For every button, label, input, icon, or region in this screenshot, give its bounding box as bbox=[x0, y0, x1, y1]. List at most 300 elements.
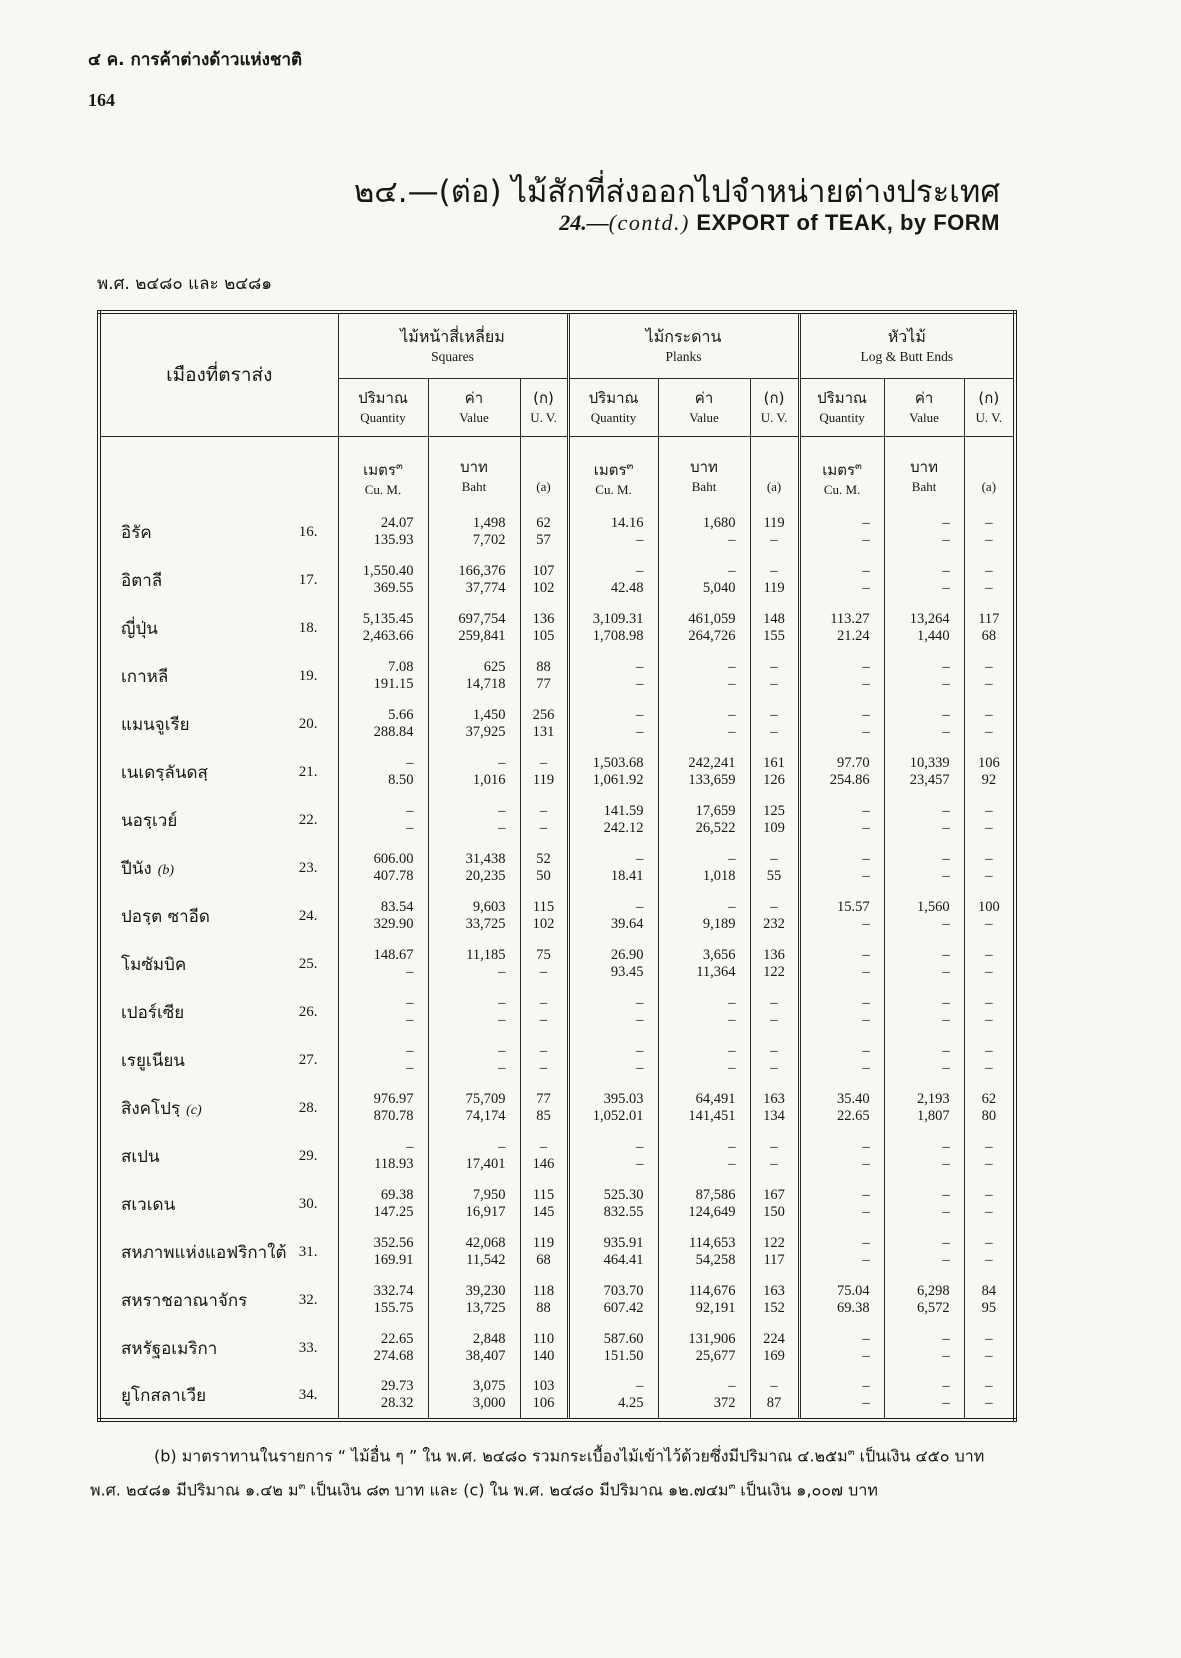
value-1938: – bbox=[942, 1060, 950, 1076]
value-1937: 114,653 bbox=[688, 1235, 736, 1251]
value-1937: – bbox=[636, 995, 644, 1011]
country-label bbox=[121, 807, 177, 834]
value-1938: 464.41 bbox=[603, 1252, 644, 1268]
subheader-unit-value-english: U. V. bbox=[975, 409, 1003, 425]
table-row bbox=[99, 1180, 1015, 1228]
unit-unit-value-english: (a) bbox=[981, 478, 997, 494]
table-row bbox=[99, 508, 1015, 556]
row-label-cell bbox=[99, 1036, 338, 1084]
unit-value-english: Baht bbox=[911, 478, 937, 494]
cell-squares-value bbox=[428, 1372, 520, 1420]
value-1937: – bbox=[770, 851, 778, 867]
value-1938: – bbox=[862, 1156, 870, 1172]
cell-squares-value bbox=[428, 940, 520, 988]
country-name: โมซัมบิค bbox=[121, 954, 187, 975]
value-1937: – bbox=[985, 1331, 993, 1347]
value-1938: 85 bbox=[536, 1108, 551, 1124]
value-1938: 242.12 bbox=[603, 820, 644, 836]
table-title-thai: ๒๔.—(ต่อ) ไม้สักที่ส่งออกไปจำหน่ายต่างประเทศ bbox=[353, 174, 1000, 210]
row-label bbox=[121, 615, 318, 642]
value-1937: – bbox=[728, 1378, 736, 1394]
value-1938: – bbox=[406, 964, 414, 980]
value-1937: 75 bbox=[536, 947, 551, 963]
value-1938: – bbox=[862, 1252, 870, 1268]
value-1938: 87 bbox=[766, 1395, 782, 1411]
value-1937: 84 bbox=[981, 1283, 997, 1299]
cell-planks-value bbox=[658, 1276, 750, 1324]
cell-log-butt-ends-value bbox=[884, 1036, 964, 1084]
value-1937: 461,059 bbox=[688, 611, 736, 627]
row-label bbox=[121, 1335, 318, 1362]
value-1938: 155.75 bbox=[373, 1300, 414, 1316]
row-label-cell bbox=[99, 988, 338, 1036]
row-label-cell bbox=[99, 1324, 338, 1372]
table-row bbox=[99, 988, 1015, 1036]
cell-log-butt-ends-value bbox=[884, 1180, 964, 1228]
value-1937: 2,193 bbox=[916, 1091, 950, 1107]
value-1937: 113.27 bbox=[830, 611, 870, 627]
value-1937: 26.90 bbox=[610, 947, 644, 963]
section-heading: ๔ ค. การค้าต่างด้าวแห่งชาติ bbox=[88, 50, 303, 70]
value-1938: 145 bbox=[532, 1204, 555, 1220]
country-name: ยูโกสลาเวีย bbox=[121, 1385, 207, 1406]
value-1937: – bbox=[862, 851, 870, 867]
group-log-english: Log & Butt Ends bbox=[860, 348, 954, 364]
value-1937: – bbox=[985, 659, 993, 675]
row-label-cell bbox=[99, 1276, 338, 1324]
cell-planks-value bbox=[658, 1036, 750, 1084]
cell-squares-quantity bbox=[338, 604, 428, 652]
value-1938: 93.45 bbox=[610, 964, 644, 980]
cell-squares-quantity bbox=[338, 1228, 428, 1276]
value-1937: – bbox=[985, 803, 993, 819]
value-1938: 80 bbox=[981, 1108, 997, 1124]
value-1937: 87,586 bbox=[695, 1187, 736, 1203]
value-1937: 9,603 bbox=[472, 899, 506, 915]
value-1938: – bbox=[862, 916, 870, 932]
subheader-value-english: Value bbox=[909, 409, 939, 425]
cell-log-butt-ends-value bbox=[884, 508, 964, 556]
cell-log-butt-ends-unit-value bbox=[964, 1036, 1015, 1084]
subheader-quantity-thai: ปริมาณ bbox=[588, 388, 639, 407]
value-1938: 118.93 bbox=[374, 1156, 414, 1172]
unit-quantity-thai bbox=[339, 457, 428, 480]
footnote-superscript: ๓ bbox=[847, 1447, 855, 1458]
value-1937: – bbox=[985, 1235, 993, 1251]
value-1937: – bbox=[636, 659, 644, 675]
cell-planks-value bbox=[658, 940, 750, 988]
value-1938: 21.24 bbox=[836, 628, 870, 644]
value-1938: 152 bbox=[763, 1300, 785, 1316]
value-1938: 329.90 bbox=[373, 916, 414, 932]
cell-squares-unit-value bbox=[520, 652, 568, 700]
value-1937: 24.07 bbox=[380, 515, 414, 531]
row-label-cell bbox=[99, 892, 338, 940]
value-1937: 256 bbox=[532, 707, 555, 723]
cell-log-butt-ends-unit-value bbox=[964, 844, 1015, 892]
cell-log-butt-ends-value bbox=[884, 1324, 964, 1372]
unit-value-english: Baht bbox=[461, 478, 487, 494]
value-1937: 115 bbox=[532, 1187, 555, 1203]
row-label bbox=[121, 903, 318, 930]
value-1937: – bbox=[942, 1043, 950, 1059]
value-1938: – bbox=[770, 1060, 778, 1076]
subheader-value-thai: ค่า bbox=[914, 388, 934, 407]
table-row bbox=[99, 1084, 1015, 1132]
unit-quantity-thai-text: เมตร bbox=[593, 460, 627, 479]
cell-squares-unit-value bbox=[520, 1324, 568, 1372]
cell-squares-quantity bbox=[338, 1372, 428, 1420]
value-1938: 22.65 bbox=[836, 1108, 870, 1124]
value-1938: 37,925 bbox=[465, 724, 506, 740]
unit-quantity-superscript: ๓ bbox=[395, 460, 403, 472]
group-planks-english: Planks bbox=[665, 348, 702, 364]
value-1938: 3,000 bbox=[472, 1395, 506, 1411]
value-1937: 352.56 bbox=[373, 1235, 414, 1251]
value-1938: – bbox=[862, 1060, 870, 1076]
cell-planks-quantity bbox=[568, 1276, 658, 1324]
unit-quantity-thai-text: เมตร bbox=[822, 460, 856, 479]
subheader-planks-value bbox=[658, 378, 750, 436]
value-1937: – bbox=[985, 1043, 993, 1059]
value-1937: 332.74 bbox=[373, 1283, 414, 1299]
country-label bbox=[121, 519, 152, 546]
cell-squares-unit-value bbox=[520, 796, 568, 844]
value-1937: 39,230 bbox=[465, 1283, 506, 1299]
value-1937: – bbox=[985, 851, 993, 867]
row-header-label: เมืองที่ตราส่ง bbox=[166, 363, 273, 386]
cell-log-butt-ends-quantity bbox=[799, 988, 884, 1036]
value-1937: 1,550.40 bbox=[362, 563, 414, 579]
cell-planks-unit-value bbox=[750, 1372, 799, 1420]
row-label bbox=[121, 951, 318, 978]
value-1938: 169.91 bbox=[373, 1252, 414, 1268]
cell-planks-unit-value bbox=[750, 556, 799, 604]
value-1937: – bbox=[636, 851, 644, 867]
cell-planks-quantity bbox=[568, 748, 658, 796]
country-name: เนเดรฺลันดสฺ bbox=[121, 762, 208, 783]
subheader-unit-value-english: U. V. bbox=[530, 409, 557, 425]
country-name: ปอรฺต ซาอีด bbox=[121, 906, 210, 927]
value-1938: 68 bbox=[981, 628, 997, 644]
cell-planks-unit-value bbox=[750, 652, 799, 700]
value-1937: – bbox=[498, 1043, 506, 1059]
unit-unit-value-english: (a) bbox=[766, 478, 782, 494]
country-name: สเวเดน bbox=[121, 1194, 176, 1215]
cell-squares-value bbox=[428, 796, 520, 844]
row-label bbox=[121, 855, 318, 882]
cell-squares-value bbox=[428, 700, 520, 748]
value-1938: – bbox=[985, 964, 993, 980]
value-1937: 5,135.45 bbox=[362, 611, 414, 627]
value-1938: 1,052.01 bbox=[592, 1108, 644, 1124]
value-1937: – bbox=[636, 563, 644, 579]
cell-planks-quantity bbox=[568, 1324, 658, 1372]
cell-planks-value bbox=[658, 508, 750, 556]
cell-log-butt-ends-value bbox=[884, 652, 964, 700]
value-1938: 102 bbox=[532, 916, 555, 932]
value-1937: – bbox=[985, 1378, 993, 1394]
value-1937: – bbox=[770, 995, 778, 1011]
value-1937: 77 bbox=[536, 1091, 551, 1107]
value-1937: 163 bbox=[763, 1091, 785, 1107]
cell-log-butt-ends-quantity bbox=[799, 508, 884, 556]
value-1937: 3,109.31 bbox=[592, 611, 644, 627]
cell-planks-unit-value bbox=[750, 1228, 799, 1276]
cell-squares-unit-value bbox=[520, 1084, 568, 1132]
cell-log-butt-ends-value bbox=[884, 1084, 964, 1132]
cell-log-butt-ends-quantity bbox=[799, 652, 884, 700]
value-1938: – bbox=[985, 1060, 993, 1076]
cell-log-butt-ends-quantity bbox=[799, 796, 884, 844]
cell-squares-quantity bbox=[338, 988, 428, 1036]
value-1938: – bbox=[942, 580, 950, 596]
country-name: อิรัค bbox=[121, 522, 152, 543]
cell-log-butt-ends-value bbox=[884, 604, 964, 652]
cell-log-butt-ends-quantity bbox=[799, 1276, 884, 1324]
row-label bbox=[121, 1382, 318, 1409]
value-1937: 17,659 bbox=[695, 803, 736, 819]
value-1937: – bbox=[498, 803, 506, 819]
value-1937: – bbox=[636, 1043, 644, 1059]
cell-planks-unit-value bbox=[750, 940, 799, 988]
cell-log-butt-ends-quantity bbox=[799, 1324, 884, 1372]
value-1937: 703.70 bbox=[603, 1283, 644, 1299]
value-1937: 1,680 bbox=[702, 515, 736, 531]
value-1937: 69.38 bbox=[380, 1187, 414, 1203]
row-label-cell bbox=[99, 1084, 338, 1132]
value-1937: 114,676 bbox=[688, 1283, 736, 1299]
cell-log-butt-ends-unit-value bbox=[964, 508, 1015, 556]
cell-squares-value bbox=[428, 1324, 520, 1372]
value-1938: 77 bbox=[536, 676, 551, 692]
row-number: 33. bbox=[298, 1339, 318, 1356]
row-label bbox=[121, 1239, 318, 1266]
value-1938: 16,917 bbox=[465, 1204, 506, 1220]
row-label bbox=[121, 711, 318, 738]
value-1937: – bbox=[942, 803, 950, 819]
value-1938: 28.32 bbox=[380, 1395, 414, 1411]
value-1938: – bbox=[770, 676, 778, 692]
table-row bbox=[99, 1228, 1015, 1276]
value-1938: – bbox=[862, 580, 870, 596]
footnote-text: พ.ศ. ๒๔๘๑ มีปริมาณ ๑.๔๒ ม bbox=[90, 1480, 299, 1500]
subheader-quantity-english: Quantity bbox=[590, 409, 637, 425]
teak-export-table bbox=[97, 310, 1017, 1422]
continued-label: (contd.) bbox=[608, 210, 690, 235]
cell-planks-value bbox=[658, 1324, 750, 1372]
value-1937: 625 bbox=[483, 659, 506, 675]
country-label bbox=[121, 855, 174, 882]
group-planks bbox=[568, 312, 799, 378]
value-1938: 259,841 bbox=[458, 628, 506, 644]
value-1938: – bbox=[942, 1395, 950, 1411]
value-1938: – bbox=[770, 532, 778, 548]
value-1938: 1,018 bbox=[702, 868, 736, 884]
value-1937: 29.73 bbox=[380, 1378, 414, 1394]
value-1937: – bbox=[942, 707, 950, 723]
value-1937: – bbox=[498, 755, 506, 771]
value-1938: – bbox=[406, 1060, 414, 1076]
value-1938: – bbox=[942, 1012, 950, 1028]
row-number: 24. bbox=[298, 907, 318, 924]
cell-squares-value bbox=[428, 1084, 520, 1132]
value-1937: – bbox=[985, 707, 993, 723]
cell-squares-quantity bbox=[338, 1276, 428, 1324]
unit-quantity-superscript: ๓ bbox=[626, 460, 634, 472]
value-1937: 62 bbox=[536, 515, 551, 531]
row-number: 27. bbox=[298, 1051, 318, 1068]
unit-quantity-english: Cu. M. bbox=[823, 481, 861, 497]
value-1938: 369.55 bbox=[373, 580, 414, 596]
value-1938: 135.93 bbox=[373, 532, 414, 548]
row-number: 25. bbox=[298, 955, 318, 972]
value-1937: 242,241 bbox=[688, 755, 736, 771]
value-1938: 25,677 bbox=[695, 1348, 736, 1364]
cell-log-butt-ends-unit-value bbox=[964, 604, 1015, 652]
row-label-cell bbox=[99, 604, 338, 652]
value-1937: – bbox=[636, 1139, 644, 1155]
value-1938: 92 bbox=[981, 772, 997, 788]
value-1938: – bbox=[728, 724, 736, 740]
value-1937: 52 bbox=[536, 851, 551, 867]
value-1938: 126 bbox=[763, 772, 785, 788]
value-1937: – bbox=[862, 515, 870, 531]
table-row bbox=[99, 748, 1015, 796]
cell-log-butt-ends-unit-value bbox=[964, 1372, 1015, 1420]
value-1938: – bbox=[728, 1156, 736, 1172]
value-1938: – bbox=[636, 676, 644, 692]
value-1938: – bbox=[862, 820, 870, 836]
value-1937: – bbox=[862, 803, 870, 819]
row-number: 32. bbox=[298, 1291, 318, 1308]
value-1938: – bbox=[498, 964, 506, 980]
cell-log-butt-ends-quantity bbox=[799, 556, 884, 604]
value-1938: 88 bbox=[536, 1300, 551, 1316]
subheader-unit-value-thai: (ก) bbox=[978, 388, 1000, 407]
country-name: นอรฺเวย์ bbox=[121, 810, 178, 831]
cell-planks-quantity bbox=[568, 1180, 658, 1228]
value-1938: – bbox=[862, 532, 870, 548]
cell-planks-quantity bbox=[568, 508, 658, 556]
row-number: 19. bbox=[298, 667, 318, 684]
value-1937: 131,906 bbox=[688, 1331, 736, 1347]
row-label-cell bbox=[99, 700, 338, 748]
cell-log-butt-ends-quantity bbox=[799, 1180, 884, 1228]
value-1937: 161 bbox=[763, 755, 785, 771]
cell-squares-quantity bbox=[338, 844, 428, 892]
value-1937: – bbox=[942, 659, 950, 675]
page-number: 164 bbox=[88, 90, 115, 110]
value-1938: – bbox=[539, 1012, 548, 1028]
value-1937: 117 bbox=[978, 611, 1000, 627]
cell-squares-value bbox=[428, 604, 520, 652]
footnote-line-1 bbox=[90, 1437, 1100, 1471]
subheader-unit-value-thai: (ก) bbox=[533, 388, 554, 407]
value-1937: 15.57 bbox=[836, 899, 870, 915]
cell-squares-quantity bbox=[338, 1324, 428, 1372]
cell-planks-quantity bbox=[568, 700, 658, 748]
cell-squares-value bbox=[428, 556, 520, 604]
value-1938: – bbox=[942, 1156, 950, 1172]
value-1937: 148 bbox=[763, 611, 785, 627]
value-1937: 88 bbox=[536, 659, 551, 675]
value-1938: – bbox=[406, 820, 414, 836]
value-1937: – bbox=[942, 515, 950, 531]
value-1937: – bbox=[942, 1235, 950, 1251]
value-1937: – bbox=[770, 707, 778, 723]
cell-squares-unit-value bbox=[520, 556, 568, 604]
value-1938: – bbox=[539, 820, 548, 836]
country-label bbox=[121, 1095, 202, 1122]
subheader-quantity-thai: ปริมาณ bbox=[817, 388, 867, 407]
footnote-text: เป็นเงิน ๘๓ บาท และ (c) ใน พ.ศ. ๒๔๘๐ มีปริมาณ ๑๒.๗๔ม bbox=[305, 1480, 729, 1500]
cell-planks-quantity bbox=[568, 1084, 658, 1132]
value-1937: 166,376 bbox=[458, 563, 506, 579]
cell-planks-unit-value bbox=[750, 1084, 799, 1132]
value-1937: 118 bbox=[532, 1283, 555, 1299]
value-1938: 13,725 bbox=[465, 1300, 506, 1316]
unit-squares-value bbox=[428, 436, 520, 508]
value-1938: 8.50 bbox=[388, 772, 414, 788]
unit-quantity-thai bbox=[570, 457, 658, 480]
value-1937: – bbox=[942, 1187, 950, 1203]
value-1937: – bbox=[539, 803, 548, 819]
row-number: 26. bbox=[298, 1003, 318, 1020]
value-1937: 525.30 bbox=[603, 1187, 644, 1203]
group-planks-thai: ไม้กระดาน bbox=[645, 326, 722, 346]
value-1938: 50 bbox=[536, 868, 551, 884]
subheader-unit-value-thai: (ก) bbox=[763, 388, 785, 407]
unit-squares-quantity bbox=[338, 436, 428, 508]
cell-log-butt-ends-value bbox=[884, 988, 964, 1036]
value-1937: – bbox=[942, 1331, 950, 1347]
value-1938: 57 bbox=[536, 532, 551, 548]
cell-squares-value bbox=[428, 748, 520, 796]
value-1937: 119 bbox=[763, 515, 785, 531]
cell-squares-quantity bbox=[338, 748, 428, 796]
value-1938: 23,457 bbox=[909, 772, 950, 788]
footnote bbox=[90, 1437, 1100, 1506]
value-1937: – bbox=[728, 707, 736, 723]
unit-quantity-english: Cu. M. bbox=[364, 481, 402, 497]
value-1937: 1,560 bbox=[916, 899, 950, 915]
subheader-value-english: Value bbox=[459, 409, 489, 425]
value-1938: – bbox=[985, 532, 993, 548]
value-1937: – bbox=[728, 995, 736, 1011]
value-1937: – bbox=[636, 707, 644, 723]
cell-planks-quantity bbox=[568, 1132, 658, 1180]
value-1938: 151.50 bbox=[603, 1348, 644, 1364]
country-name: อิตาลี bbox=[121, 570, 163, 591]
value-1938: – bbox=[985, 676, 993, 692]
value-1937: 587.60 bbox=[603, 1331, 644, 1347]
value-1938: 105 bbox=[532, 628, 555, 644]
cell-squares-unit-value bbox=[520, 748, 568, 796]
cell-log-butt-ends-quantity bbox=[799, 604, 884, 652]
cell-log-butt-ends-unit-value bbox=[964, 988, 1015, 1036]
cell-planks-unit-value bbox=[750, 988, 799, 1036]
value-1938: 264,726 bbox=[688, 628, 736, 644]
value-1938: 147.25 bbox=[373, 1204, 414, 1220]
country-name: ญี่ปุ่น bbox=[121, 618, 158, 639]
table-row bbox=[99, 604, 1015, 652]
value-1938: – bbox=[406, 1012, 414, 1028]
value-1938: – bbox=[539, 1060, 548, 1076]
cell-planks-unit-value bbox=[750, 1180, 799, 1228]
unit-value-thai-text: บาท bbox=[690, 457, 718, 476]
row-number: 21. bbox=[298, 763, 318, 780]
